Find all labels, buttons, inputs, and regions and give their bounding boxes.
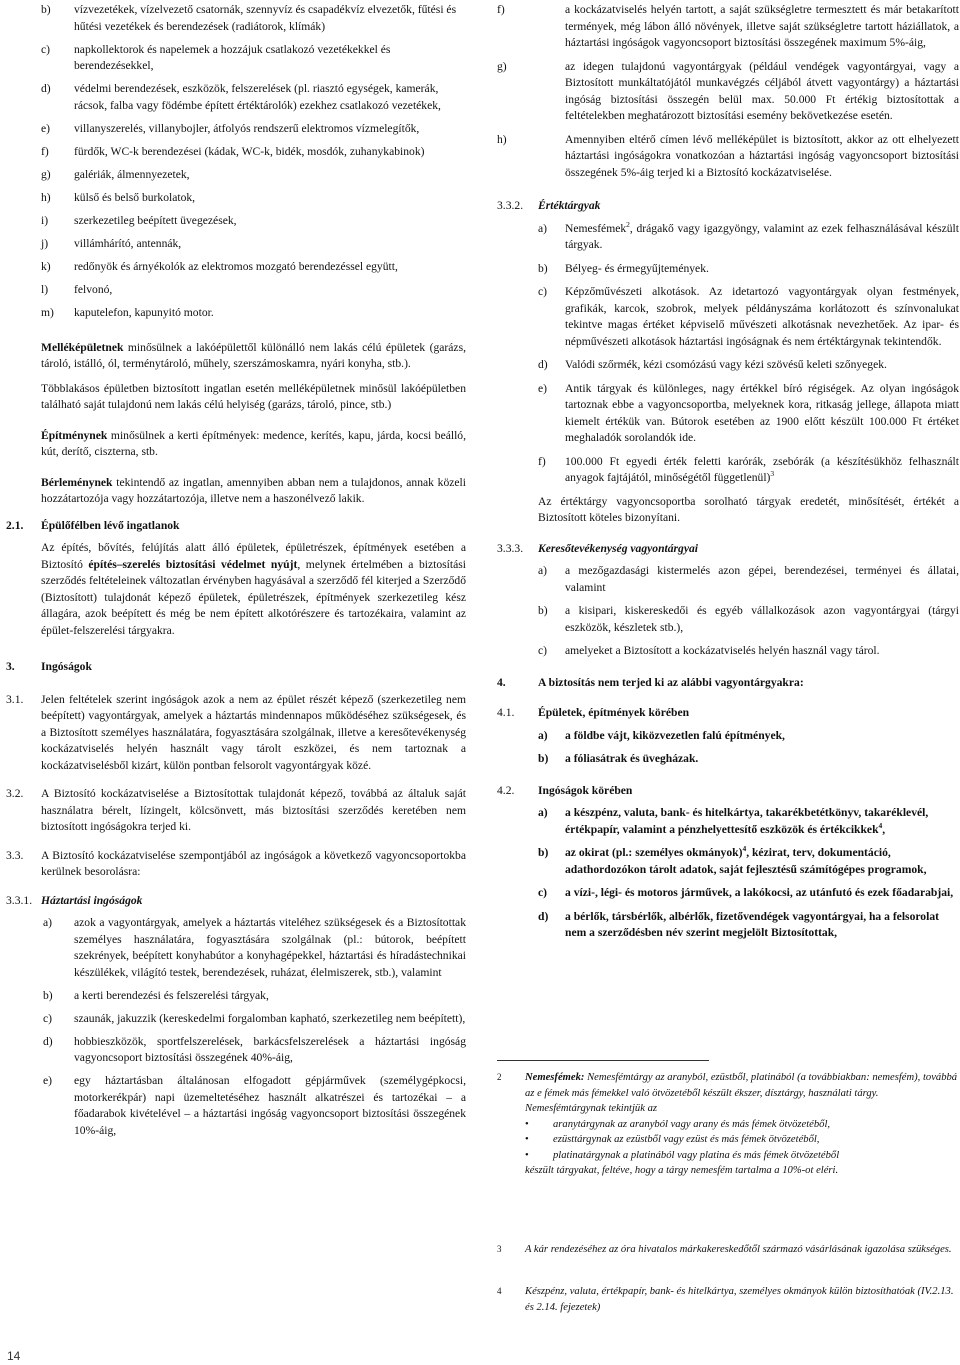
melleke-term: Melléképületnek — [41, 340, 124, 354]
footnote-text: Készpénz, valuta, értékpapír, bank- és hitelkártya, személyes okmányok külön biztosíthatóak (IV.2.13. és 2.14. fejezetek) — [525, 1286, 954, 1313]
section-title: Keresőtevékenység vagyontárgyai — [538, 541, 699, 555]
item-text: villámhárító, antennák, — [74, 236, 182, 250]
bullet-text: aranytárgynak az aranyból vagy arany és más fémek ötvözetéből, — [553, 1118, 831, 1130]
section-text: A Biztosító kockázatviselése a Biztosítottak tulajdonát képező, továbbá az általuk saját használatra bérelt, lízingelt, kölcsönvett, más biztosítási szerződés keretében nem biztosított ingóságokra terjed ki. — [41, 787, 466, 833]
list-item — [497, 59, 959, 125]
item-text — [565, 284, 959, 350]
list-item — [0, 1011, 466, 1028]
section-title: Háztartási ingóságok — [41, 893, 143, 907]
item-label: a) — [538, 806, 548, 819]
epitmeny-text: minősülnek a kerti építmények: medence, kerítés, kapu, járda, kocsi beálló, kút, derítő, ciszterna, stb. — [41, 428, 466, 458]
melleke-paragraph — [41, 340, 466, 373]
item-label: k) — [41, 259, 51, 273]
section-title: Ingóságok — [41, 660, 92, 673]
footnote-ref: 2 — [626, 219, 630, 229]
section-title: Épületek, építmények körében — [538, 706, 690, 719]
item-text: hobbieszközök, sportfelszerelések, barkácsfelszerelések a háztartási ingóság vagyoncsoport biztosítási összegének 40%-áig, — [74, 1034, 466, 1064]
berlemeny-paragraph — [41, 475, 466, 508]
valuables-list — [497, 221, 959, 487]
section-3-heading — [0, 659, 466, 676]
text-part: Az építés, bővítés, felújítás alatt álló épületek, épületrészek, építmények esetében a Biztosító — [41, 541, 466, 571]
item-label: c) — [538, 644, 548, 657]
item-text-main: Nemesfémek — [565, 221, 627, 235]
item-text — [565, 845, 959, 878]
item-text: azok a vagyontárgyak, amelyek a háztartás viteléhez szükségesek és a Biztosítottak személyes használatára, fogyasztására szolgálnak (pl.: bútorok, beépített szekrények, beépített konyhabútor a konyhagépekkel, háztartási és híradástechnikai készülékek, világító testek, berendezések, ruházat, élelmiszerek, stb.), valamint — [74, 916, 466, 979]
household-items-continued-list — [497, 2, 959, 181]
item-label: c) — [43, 1011, 53, 1025]
building-components-list — [0, 2, 466, 321]
footnote-bullet-item — [525, 1132, 959, 1148]
item-text — [565, 261, 959, 278]
item-label: b) — [41, 3, 51, 16]
item-label: f) — [538, 454, 546, 468]
section-title: Épülőfélben lévő ingatlanok — [41, 518, 180, 532]
item-text-main: a vízi-, légi- és motoros járművek, a lakókocsi, az utánfutó és ezek főadarabjai, — [565, 886, 954, 899]
list-item — [497, 132, 959, 182]
list-item — [0, 1073, 466, 1139]
item-text: Amennyiben eltérő címen lévő melléképület is biztosított, akkor az ott elhelyezett háztartási ingóságokra vonatkozóan a háztartási ingóság vagyoncsoport biztosítási összegének 5%-áig terjed ki a Biztosító kockázatviselése. — [565, 132, 959, 179]
section-3-2 — [0, 786, 466, 836]
melleke-paragraph-2: Többlakásos épületben biztosított ingatlan esetén melléképületnek minősül lakóépületben található saját tulajdonú nem lakás célú helyiség (garázs, tároló, pince, stb.) — [41, 381, 466, 411]
item-text: a kerti berendezési és felszerelési tárgyak, — [74, 988, 269, 1002]
item-text: szerkezetileg beépített üvegezések, — [74, 213, 237, 227]
footnote-2 — [497, 1070, 959, 1179]
business-assets-list — [497, 563, 959, 660]
section-title: Ingóságok körében — [538, 783, 633, 797]
item-text: a kisipari, kiskereskedői és egyéb vállalkozások azon vagyontárgyai (tárgyi eszközök, készletek stb.), — [565, 604, 959, 634]
item-label: d) — [538, 909, 549, 923]
item-text: kaputelefon, kapunyitó motor. — [74, 305, 214, 319]
list-item — [0, 81, 466, 114]
berlemeny-term: Bérleménynek — [41, 475, 113, 489]
item-label: c) — [41, 42, 51, 56]
list-item — [497, 454, 959, 487]
list-item — [497, 381, 959, 447]
section-number: 4.2. — [497, 783, 515, 797]
item-text: villanyszerelés, villanybojler, átfolyós rendszerű elektromos vízmelegítők, — [74, 121, 420, 135]
item-text-main: Antik tárgyak és különleges, nagy értékkel bíró régiségek. Az olyan ingóságok tartoznak ebbe a vagyoncsoportba, melyeknek kora, ritkaság jellege, állapota miatt kiemelt értékük van. Bútorok esetében az 1900 előtt készült 100.000 Ft értéket meghaladók sorolandók ide. — [565, 381, 959, 444]
list-item — [497, 728, 959, 745]
footnote-text — [525, 1070, 959, 1101]
item-text — [565, 805, 959, 838]
section-3-3 — [0, 848, 466, 881]
item-label: g) — [41, 167, 51, 181]
page-number: 14 — [7, 1349, 21, 1363]
bullet-text: platinatárgynak a platinából vagy platina és más fémek ötvözetéből — [553, 1149, 840, 1161]
item-text-tail: , — [882, 822, 886, 836]
item-label: e) — [538, 381, 548, 395]
item-text: a mezőgazdasági kistermelés azon gépei, berendezései, terményei és állatai, valamint — [565, 564, 959, 594]
item-text — [565, 357, 959, 374]
section-title: Értéktárgyak — [538, 199, 601, 212]
item-text-main: Bélyeg- és érmegyűjtemények. — [565, 261, 709, 275]
household-items-list — [0, 915, 466, 1139]
section-number: 4.1. — [497, 706, 515, 719]
list-item — [0, 121, 466, 138]
list-item — [497, 909, 959, 942]
item-label: a) — [538, 728, 548, 742]
item-label: j) — [41, 236, 49, 250]
list-item — [497, 885, 959, 902]
list-item — [0, 167, 466, 184]
left-column — [0, 0, 466, 1146]
melleke-text: minősülnek a lakóépülettől különálló nem lakás célú épületek (garázs, tároló, istálló, ól, terménytároló, műhely, szerszámoskamra, nyári konyha, stb.). — [41, 340, 466, 370]
footnote-number: 2 — [497, 1072, 502, 1082]
item-label: i) — [41, 213, 49, 227]
list-item — [0, 988, 466, 1005]
section-number: 3.3. — [6, 848, 24, 862]
item-label: b) — [538, 261, 548, 275]
epitmeny-paragraph — [41, 428, 466, 461]
item-text-main: Képzőművészeti alkotások. Az idetartozó vagyontárgyak olyan festmények, grafikák, karcok, szobrok, melyek példányszáma korlátozott és színvonalukat tekintve magas értéket képviselő művészeti alkotásnak nevezhetőek. Az ipar- és népművészeti alkotások háztartási ingóságnak és nem értéktárgynak tekintendők. — [565, 285, 959, 348]
item-text: vízvezetékek, vízelvezető csatornák, szennyvíz és csapadékvíz elvezetők, fűtési és hűtési vezetékek és berendezések (radiátorok, klímák) — [74, 3, 457, 33]
footnote-bullets — [497, 1117, 959, 1164]
item-label: l) — [41, 282, 49, 296]
item-text — [565, 381, 959, 447]
item-text-main: Valódi szőrmék, kézi csomózású vagy kézi szövésű keleti szőnyegek. — [565, 358, 887, 371]
item-text-tail: , drágakő vagy igazgyöngy, valamint az ezek felhasználásával készült tárgyak. — [565, 221, 959, 251]
item-text-tail: , kézirat, terv, dokumentáció, adathordozókon tárolt adatok, saját fejlesztésű számítógépes programok, — [565, 846, 927, 876]
item-text: fürdők, WC-k berendezései (kádak, WC-k, bidék, mosdók, zuhanykabinok) — [74, 144, 425, 158]
list-item — [497, 751, 959, 768]
list-item — [497, 357, 959, 374]
list-item — [497, 643, 959, 660]
section-2-1-heading — [0, 518, 466, 535]
bullet-icon: • — [525, 1134, 529, 1145]
item-text — [565, 454, 959, 487]
section-3-3-1-heading — [0, 893, 466, 910]
item-text: napkollektorok és napelemek a hozzájuk csatlakozó vezetékekkel és berendezésekkel, — [74, 42, 391, 72]
item-label: f) — [497, 3, 505, 16]
text-part: , melynek értelmében a biztosítási szerződés feltételeinek változatlan érvényben hagyásával a szerződő fél kiterjed a Szerződő (Biztosított) tulajdonát képező épületek, épületrészek, építmények szerkezetileg kész állagára, azok beépített és még be nem épített alkotórészere és tartozékaira, valamint az épület-felszerelési tárgyakra. — [41, 557, 466, 637]
list-item — [497, 563, 959, 596]
section-number: 3.3.3. — [497, 541, 524, 555]
item-label: e) — [41, 121, 51, 135]
text-emphasis: építés–szerelés biztosítási védelmet nyújt — [88, 557, 298, 571]
item-label: b) — [43, 988, 53, 1002]
section-3-3-3-heading — [497, 541, 959, 558]
section-3-1 — [0, 692, 466, 775]
list-item — [0, 190, 466, 207]
list-item — [497, 805, 959, 838]
item-text-main: 100.000 Ft egyedi érték feletti karórák, zsebórák (a készítésükhöz felhasznált anyagok fajtájától, minőségétől függetlenül) — [565, 454, 959, 484]
item-label: a) — [538, 564, 548, 577]
section-number: 4. — [497, 675, 506, 689]
item-text: szaunák, jakuzzik (kereskedelmi forgalomban kapható, szerkezetileg nem beépített), — [74, 1011, 466, 1025]
item-label: g) — [497, 59, 507, 73]
item-text: amelyeket a Biztosított a kockázatviselés helyén használ vagy tárol. — [565, 644, 880, 657]
list-item — [0, 915, 466, 981]
footnote-bullet-item — [525, 1117, 959, 1133]
list-item — [497, 261, 959, 278]
item-text: az idegen tulajdonú vagyontárgyak (például vendégek vagyontárgyai, vagy a Biztosított munkáltatójától munkavégzés céljából átvett vagyontárgy) a háztartási ingóság biztosítási összegén belül max. 50.000 Ft értékig biztosítottak a feltételekben meghatározott biztosítási esemény bekövetkezése esetén. — [565, 59, 959, 122]
valuables-note: Az értéktárgy vagyoncsoportba sorolható tárgyak eredetét, minősítését, értékét a Biztosított köteles bizonyítani. — [538, 494, 959, 524]
item-text: külső és belső burkolatok, — [74, 190, 196, 204]
item-label: m) — [41, 305, 54, 319]
item-text-main: a készpénz, valuta, bank- és hitelkártya, takarékbetétkönyv, takaréklevél, értékpapír, valamint a pénzhelyettesítő eszközök és értékcikkek — [565, 806, 929, 836]
excluded-movables-list — [497, 805, 959, 942]
footnote-body: Nemesfémtárgy az aranyból, ezüstből, platinából (a továbbiakban: nemesfém), továbbá az e fémek más fémekkel való ötvözetéből készült ékszer, dísztárgy, használati tárgy. — [525, 1072, 958, 1099]
list-item — [497, 284, 959, 350]
item-label: d) — [538, 358, 548, 371]
list-item — [497, 845, 959, 878]
footnote-4 — [497, 1284, 959, 1315]
item-label: d) — [43, 1034, 53, 1048]
list-item — [0, 1034, 466, 1067]
footnote-lead: Nemesfémtárgynak tekintjük az — [525, 1103, 657, 1114]
item-label: c) — [538, 886, 548, 899]
section-title: A biztosítás nem terjed ki az alábbi vagyontárgyakra: — [538, 675, 804, 689]
item-label: a) — [43, 916, 53, 929]
footnote-divider — [497, 1060, 709, 1061]
item-text — [565, 885, 959, 902]
list-item — [497, 2, 959, 52]
footnote-number: 3 — [497, 1244, 502, 1254]
section-2-1-text — [41, 540, 466, 639]
footnote-ref: 3 — [770, 469, 775, 479]
section-3-3-2-heading — [497, 198, 959, 215]
footnote-tail: készült tárgyakat, feltéve, hogy a tárgy nemesfém tartalma a 10%-ot eléri. — [525, 1165, 839, 1176]
item-label: b) — [538, 846, 549, 859]
list-item — [0, 282, 466, 299]
footnote-number: 4 — [497, 1286, 502, 1296]
bullet-icon: • — [525, 1118, 529, 1130]
section-number: 3. — [6, 660, 15, 673]
item-label: b) — [538, 752, 549, 765]
footnote-3 — [497, 1242, 959, 1258]
item-label: f) — [41, 144, 49, 158]
item-label: e) — [43, 1074, 53, 1087]
item-text: galériák, álmennyezetek, — [74, 167, 190, 181]
item-text: a kockázatviselés helyén tartott, a saját szükségletre termesztett és már betakarított termények, még lábon álló növények, illetve saját szükségletre tartott háziállatok, a háztartási ingóságok vagyoncsoport biztosítási összegének maximum 5%-áig, — [565, 3, 959, 49]
item-text — [565, 221, 959, 254]
item-text — [565, 909, 959, 942]
epitmeny-term: Építménynek — [41, 428, 108, 442]
section-text: A Biztosító kockázatviselése szempontjából az ingóságok a következő vagyoncsoportokba kerülnek besorolásra: — [41, 848, 466, 878]
section-number: 2.1. — [6, 518, 24, 532]
item-label: c) — [538, 285, 548, 298]
footnote-text: A kár rendezéséhez az óra hivatalos márkakereskedőtől származó vásárlásának igazolása szükséges. — [525, 1244, 952, 1255]
section-number: 3.1. — [6, 692, 24, 706]
item-text: a fóliasátrak és üvegházak. — [565, 752, 699, 765]
item-label: h) — [41, 190, 51, 204]
footnote-bullet-item — [525, 1148, 959, 1164]
item-label: a) — [538, 221, 548, 235]
item-text: egy háztartásban általánosan elfogadott gépjárművek (személygépkocsi, motorkerékpár) napi üzemeltetéséhez használt alkatrészei és tartozékai – a főadarabok kivételével – a háztartási ingóság vagyoncsoport biztosítási összegének 10%-áig, — [74, 1074, 466, 1137]
item-text: redőnyök és árnyékolók az elektromos mozgató berendezéssel együtt, — [74, 259, 398, 273]
section-number: 3.3.2. — [497, 199, 524, 212]
footnote-ref: 4 — [878, 820, 883, 830]
list-item — [0, 305, 466, 322]
list-item — [497, 221, 959, 254]
list-item — [0, 42, 466, 75]
footnote-term: Nemesfémek: — [525, 1072, 585, 1083]
list-item — [0, 144, 466, 161]
excluded-buildings-list — [497, 728, 959, 768]
berlemeny-text: tekintendő az ingatlan, amennyiben abban nem a tulajdonos, annak közeli hozzátartozója vagy hozzátartozója, illetve nem a haszonélvező lakik. — [41, 475, 466, 505]
bullet-text: ezüsttárgynak az ezüstből vagy ezüst és más fémek ötvözetéből, — [553, 1134, 820, 1145]
list-item — [0, 259, 466, 276]
list-item — [497, 603, 959, 636]
footnote-ref: 4 — [742, 844, 747, 854]
section-4-1-heading — [497, 705, 959, 722]
section-4-2-heading — [497, 783, 959, 800]
section-text: Jelen feltételek szerint ingóságok azok a nem az épület részét képező (szerkezetileg nem beépített) vagyontárgyak, amelyek a háztartás mindennapos működéséhez szükségesek, és a Biztosított személyes használatára, fogyasztására szolgálnak, illetve a keresőtevékenység kockázatviselés helyén használt vagy tárolt eszközei, és nem tartoznak a kockázatviselésből kizárt, külön pontban felsorolt vagyontárgyak közé. — [41, 692, 466, 772]
list-item — [0, 236, 466, 253]
list-item — [0, 213, 466, 230]
item-text: a földbe vájt, kiközvezetlen falú építmények, — [565, 728, 785, 742]
item-label: b) — [538, 604, 548, 617]
right-column — [497, 0, 959, 949]
section-4-heading — [497, 675, 959, 692]
section-number: 3.3.1. — [6, 893, 33, 907]
list-item — [0, 2, 466, 35]
item-text: védelmi berendezések, eszközök, felszerelések (pl. riasztó egységek, kamerák, rácsok, falba vagy födémbe épített értéktárolók) ezekhez csatlakozó vezetékek, — [74, 82, 441, 112]
item-label: d) — [41, 82, 51, 95]
section-number: 3.2. — [6, 787, 24, 800]
item-text-main: a bérlők, társbérlők, albérlők, fizetővendégek vagyontárgyai, ha a felsorolat nem a szerződésben név szerint megjelölt Biztosítottak, — [565, 909, 939, 939]
item-label: h) — [497, 132, 507, 146]
item-text: felvonó, — [74, 282, 113, 296]
bullet-icon: • — [525, 1149, 529, 1161]
item-text-main: az okirat (pl.: személyes okmányok) — [565, 846, 743, 859]
